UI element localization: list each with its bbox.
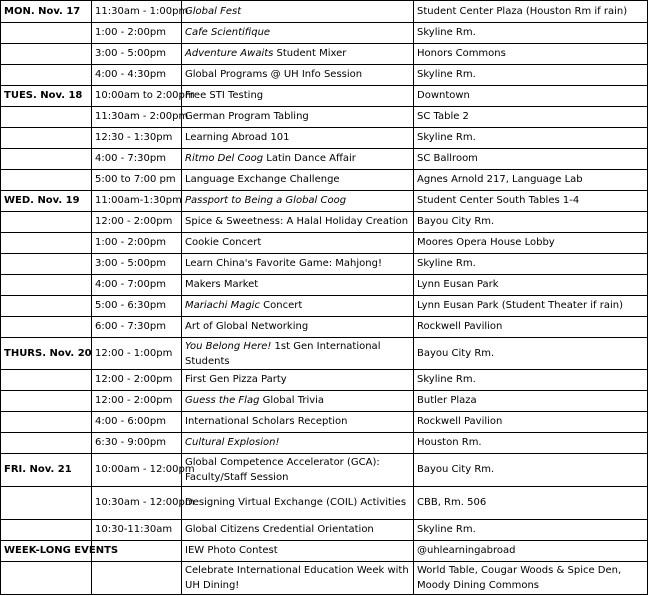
table-row: [1, 65, 648, 86]
time-cell: 11:30am - 2:00pm: [92, 107, 182, 128]
table-row: [1, 149, 648, 170]
day-cell: [1, 275, 92, 296]
day-cell: [1, 317, 92, 338]
event-cell: Art of Global Networking: [182, 317, 414, 338]
table-row: [1, 296, 648, 317]
location-cell: Skyline Rm.: [414, 128, 648, 149]
event-cell: First Gen Pizza Party: [182, 370, 414, 391]
location-cell: Skyline Rm.: [414, 254, 648, 275]
event-cell: Cafe Scientifique: [182, 23, 414, 44]
event-cell: Language Exchange Challenge: [182, 170, 414, 191]
day-cell: [1, 44, 92, 65]
event-cell: Cultural Explosion!: [182, 433, 414, 454]
table-row: [1, 412, 648, 433]
day-cell: [1, 23, 92, 44]
location-cell: Bayou City Rm.: [414, 338, 648, 370]
event-cell: Mariachi Magic Concert: [182, 296, 414, 317]
location-cell: SC Table 2: [414, 107, 648, 128]
table-row: [1, 1, 648, 23]
day-cell: [1, 412, 92, 433]
time-cell: 10:00am to 2:00pm: [92, 86, 182, 107]
time-cell: 4:00 - 4:30pm: [92, 65, 182, 86]
location-cell: Rockwell Pavilion: [414, 412, 648, 433]
table-row: [1, 317, 648, 338]
day-cell: [1, 107, 92, 128]
time-cell: 3:00 - 5:00pm: [92, 254, 182, 275]
time-cell: 11:30am - 1:00pm: [92, 1, 182, 23]
location-cell: @uhlearningabroad: [414, 541, 648, 562]
location-cell: Skyline Rm.: [414, 520, 648, 541]
time-cell: 4:00 - 7:00pm: [92, 275, 182, 296]
event-cell: Cookie Concert: [182, 233, 414, 254]
event-cell: Makers Market: [182, 275, 414, 296]
day-cell: [1, 233, 92, 254]
day-cell: [1, 128, 92, 149]
event-cell: Global Fest: [182, 1, 414, 23]
location-cell: CBB, Rm. 506: [414, 487, 648, 520]
location-cell: Skyline Rm.: [414, 23, 648, 44]
location-cell: Skyline Rm.: [414, 370, 648, 391]
day-cell: [1, 487, 92, 520]
day-cell: [1, 149, 92, 170]
time-cell: 12:30 - 1:30pm: [92, 128, 182, 149]
time-cell: 5:00 - 6:30pm: [92, 296, 182, 317]
time-cell: 4:00 - 6:00pm: [92, 412, 182, 433]
table-row: [1, 212, 648, 233]
time-cell: 10:00am - 12:00pm: [92, 454, 182, 487]
location-cell: Agnes Arnold 217, Language Lab: [414, 170, 648, 191]
table-row: [1, 128, 648, 149]
table-row: [1, 541, 648, 562]
day-cell: TUES. Nov. 18: [1, 86, 92, 107]
event-cell: Designing Virtual Exchange (COIL) Activities: [182, 487, 414, 520]
location-cell: Honors Commons: [414, 44, 648, 65]
table-row: [1, 170, 648, 191]
time-cell: [92, 562, 182, 595]
day-cell: THURS. Nov. 20: [1, 338, 92, 370]
location-cell: Moores Opera House Lobby: [414, 233, 648, 254]
event-cell: Learn China's Favorite Game: Mahjong!: [182, 254, 414, 275]
day-cell: [1, 212, 92, 233]
time-cell: 12:00 - 2:00pm: [92, 391, 182, 412]
location-cell: Rockwell Pavilion: [414, 317, 648, 338]
table-row: [1, 433, 648, 454]
day-cell: [1, 520, 92, 541]
event-cell: International Scholars Reception: [182, 412, 414, 433]
table-row: [1, 454, 648, 487]
location-cell: Bayou City Rm.: [414, 454, 648, 487]
event-cell: You Belong Here! 1st Gen International Students: [182, 338, 414, 370]
event-cell: Spice & Sweetness: A Halal Holiday Creation: [182, 212, 414, 233]
day-cell: [1, 562, 92, 595]
time-cell: 10:30-11:30am: [92, 520, 182, 541]
table-row: [1, 487, 648, 520]
table-row: [1, 275, 648, 296]
location-cell: Student Center Plaza (Houston Rm if rain): [414, 1, 648, 23]
location-cell: Lynn Eusan Park: [414, 275, 648, 296]
table-row: [1, 233, 648, 254]
event-cell: Guess the Flag Global Trivia: [182, 391, 414, 412]
location-cell: Lynn Eusan Park (Student Theater if rain): [414, 296, 648, 317]
table-row: [1, 370, 648, 391]
time-cell: 12:00 - 1:00pm: [92, 338, 182, 370]
location-cell: Student Center South Tables 1-4: [414, 191, 648, 212]
day-cell: [1, 370, 92, 391]
table-row: [1, 86, 648, 107]
time-cell: 4:00 - 7:30pm: [92, 149, 182, 170]
day-cell: [1, 170, 92, 191]
table-row: [1, 254, 648, 275]
location-cell: Skyline Rm.: [414, 65, 648, 86]
table-row: [1, 520, 648, 541]
table-row: [1, 338, 648, 370]
table-row: [1, 44, 648, 65]
day-cell: [1, 296, 92, 317]
event-cell: Learning Abroad 101: [182, 128, 414, 149]
event-cell: Adventure Awaits Student Mixer: [182, 44, 414, 65]
event-cell: Global Programs @ UH Info Session: [182, 65, 414, 86]
day-cell: [1, 433, 92, 454]
time-cell: 11:00am-1:30pm: [92, 191, 182, 212]
table-row: [1, 107, 648, 128]
time-cell: 12:00 - 2:00pm: [92, 370, 182, 391]
day-cell: MON. Nov. 17: [1, 1, 92, 23]
table-row: [1, 23, 648, 44]
event-cell: German Program Tabling: [182, 107, 414, 128]
event-cell: Passport to Being a Global Coog: [182, 191, 414, 212]
time-cell: 12:00 - 2:00pm: [92, 212, 182, 233]
event-cell: Global Competence Accelerator (GCA): Faculty/Staff Session: [182, 454, 414, 487]
time-cell: 1:00 - 2:00pm: [92, 233, 182, 254]
day-cell: WED. Nov. 19: [1, 191, 92, 212]
location-cell: Butler Plaza: [414, 391, 648, 412]
time-cell: 5:00 to 7:00 pm: [92, 170, 182, 191]
time-cell: 10:30am - 12:00pm: [92, 487, 182, 520]
event-cell: Free STI Testing: [182, 86, 414, 107]
day-cell: [1, 65, 92, 86]
time-cell: 6:30 - 9:00pm: [92, 433, 182, 454]
day-cell: [1, 254, 92, 275]
table-row: [1, 391, 648, 412]
event-cell: Global Citizens Credential Orientation: [182, 520, 414, 541]
time-cell: 6:00 - 7:30pm: [92, 317, 182, 338]
table-row: [1, 191, 648, 212]
event-cell: Ritmo Del Coog Latin Dance Affair: [182, 149, 414, 170]
location-cell: Bayou City Rm.: [414, 212, 648, 233]
location-cell: World Table, Cougar Woods & Spice Den, Moody Dining Commons: [414, 562, 648, 595]
day-cell: WEEK-LONG EVENTS: [1, 541, 92, 562]
day-cell: [1, 391, 92, 412]
day-cell: FRI. Nov. 21: [1, 454, 92, 487]
location-cell: Downtown: [414, 86, 648, 107]
location-cell: Houston Rm.: [414, 433, 648, 454]
event-cell: IEW Photo Contest: [182, 541, 414, 562]
time-cell: 1:00 - 2:00pm: [92, 23, 182, 44]
table-row: [1, 562, 648, 595]
location-cell: SC Ballroom: [414, 149, 648, 170]
event-cell: Celebrate International Education Week with UH Dining!: [182, 562, 414, 595]
time-cell: 3:00 - 5:00pm: [92, 44, 182, 65]
